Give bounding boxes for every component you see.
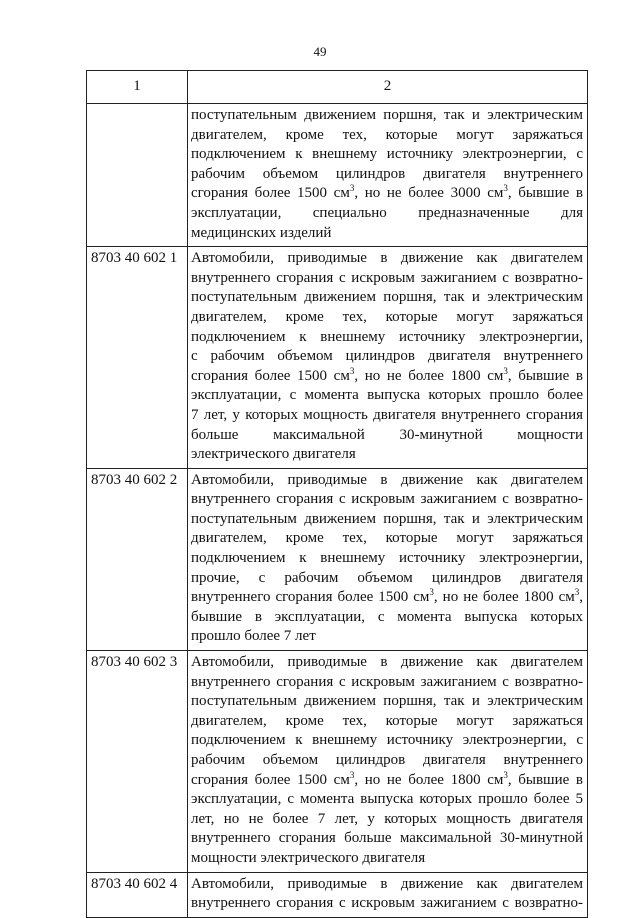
table-row (87, 468, 588, 650)
description-line: подключением к внешнему источнику электроэнергии, (191, 550, 583, 567)
description-line: поступательным движением поршня, так и электрическим (191, 289, 583, 306)
description-line: лет, но не более 7 лет, у которых мощность двигателя (191, 810, 583, 827)
table-header-row (87, 71, 588, 104)
tariff-table (86, 70, 588, 918)
description-line: прочие, с рабочим объемом цилиндров двигателя (191, 569, 583, 586)
description-cell (188, 651, 588, 873)
tnved-code-cell: 8703 40 602 3 (87, 651, 188, 873)
table-row (87, 651, 588, 873)
description-line: внутреннего сгорания больше максимальной 30-минутной (191, 830, 583, 847)
description-cell (188, 468, 588, 650)
tnved-code-cell: 8703 40 602 1 (87, 247, 188, 469)
description-line: рабочим объемом цилиндров двигателя внутреннего (191, 165, 583, 182)
page-number: 49 (313, 44, 327, 59)
table-row (87, 872, 588, 917)
description-line: с рабочим объемом цилиндров двигателя внутреннего (191, 348, 583, 365)
description-cell (188, 247, 588, 469)
description-line: Автомобили, приводимые в движение как двигателем (191, 875, 583, 892)
tnved-code-cell (87, 104, 188, 247)
description-line: внутреннего сгорания с искровым зажиганием с возвратно- (191, 895, 583, 912)
description-line: больше максимальной 30-минутной мощности (191, 426, 583, 443)
table-body (87, 104, 588, 918)
description-line: внутреннего сгорания с искровым зажиганием с возвратно- (191, 269, 583, 286)
description-line: сгорания более 1500 $см^3$, но не более 3000 $см^3$, бывшие в (191, 183, 583, 202)
description-line: двигателем, кроме тех, которые могут заряжаться (191, 126, 583, 143)
description-line: эксплуатации, с момента выпуска которых прошло более 5 (191, 791, 583, 808)
description-line: внутреннего сгорания с искровым зажиганием с возвратно- (191, 491, 583, 508)
table-row (87, 104, 588, 247)
description-line: прошло более 7 лет (191, 628, 316, 645)
description-line: поступательным движением поршня, так и электрическим (191, 693, 583, 710)
description-line: 7 лет, у которых мощность двигателя внутреннего сгорания (191, 406, 583, 423)
description-line: поступательным движением поршня, так и электрическим (191, 510, 583, 527)
tnved-code-cell: 8703 40 602 2 (87, 468, 188, 650)
description-line: электрического двигателя (191, 446, 356, 463)
tnved-code-cell: 8703 40 602 4 (87, 872, 188, 917)
description-cell (188, 104, 588, 247)
table-row (87, 247, 588, 469)
description-line: эксплуатации, с момента выпуска которых прошло более (191, 387, 583, 404)
description-line: подключением к внешнему источнику электроэнергии, с (191, 732, 583, 749)
description-line: двигателем, кроме тех, которые могут заряжаться (191, 712, 583, 729)
description-line: двигателем, кроме тех, которые могут заряжаться (191, 530, 583, 547)
description-line: поступательным движением поршня, так и электрическим (191, 107, 583, 123)
description-line: внутреннего сгорания с искровым зажиганием с возвратно- (191, 673, 583, 690)
description-line: рабочим объемом цилиндров двигателя внутреннего (191, 752, 583, 768)
description-line: Автомобили, приводимые в движение как двигателем (191, 471, 583, 488)
column-header-1: 1 (87, 71, 188, 104)
description-line: медицинских изделий (191, 224, 332, 241)
description-line: внутреннего сгорания более 1500 $см^3$, но не более 1800 $см^3$, (191, 587, 583, 606)
description-line: мощности электрического двигателя (191, 849, 426, 866)
description-line: эксплуатации, специально предназначенные для (191, 204, 583, 221)
description-cell (188, 872, 588, 917)
column-header-2: 2 (188, 71, 588, 104)
description-line: подключением к внешнему источнику электроэнергии, (191, 328, 583, 345)
description-line: сгорания более 1500 $см^3$, но не более 1800 $см^3$, бывшие в (191, 365, 583, 384)
description-line: Автомобили, приводимые в движение как двигателем (191, 250, 583, 267)
description-line: подключением к внешнему источнику электроэнергии, с (191, 146, 583, 163)
description-line: сгорания более 1500 $см^3$, но не более 1800 $см^3$, бывшие в (191, 769, 583, 788)
description-line: Автомобили, приводимые в движение как двигателем (191, 654, 583, 671)
description-line: двигателем, кроме тех, которые могут заряжаться (191, 308, 583, 325)
description-line: бывшие в эксплуатации, с момента выпуска которых (191, 608, 583, 625)
